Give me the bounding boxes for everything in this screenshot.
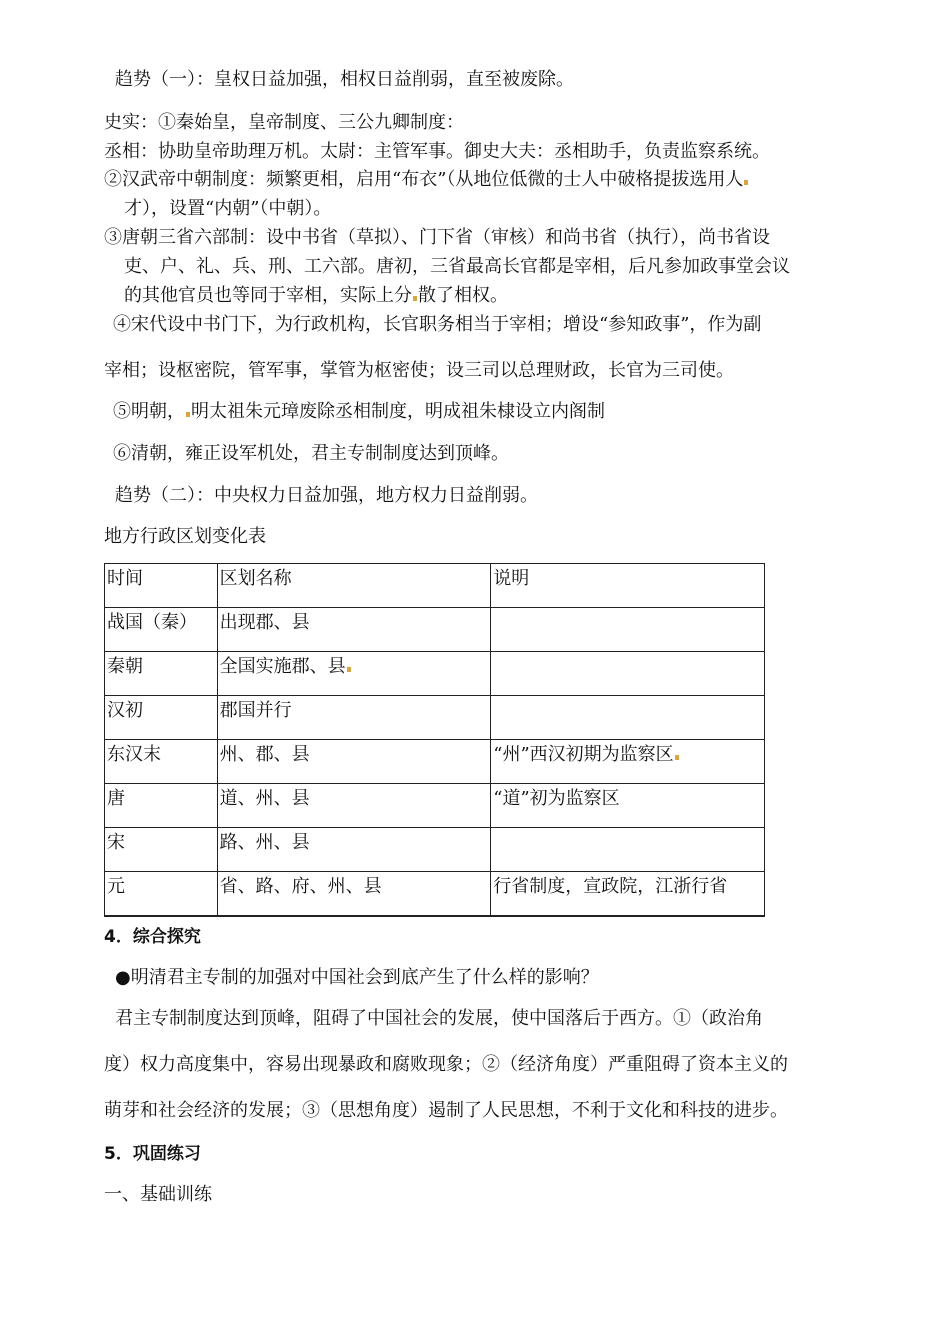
table-cell	[491, 828, 765, 872]
table-header-cell: 时间	[105, 564, 218, 608]
table-header-row	[105, 564, 765, 608]
section-5-title: 5．巩固练习	[104, 1144, 201, 1164]
table-cell: 汉初	[105, 696, 218, 740]
table-header-cell: 区划名称	[217, 564, 491, 608]
han-line-1: ②汉武帝中朝制度：频繁更相，启用“布衣”（从地位低微的士人中破格提拔选用人	[104, 168, 749, 192]
table-cell: 州、郡、县	[217, 740, 491, 784]
table-cell: 宋	[105, 828, 218, 872]
tang-line-2: 吏、户、礼、兵、刑、工六部。唐初，三省最高长官都是宰相，后凡参加政事堂会议	[124, 256, 790, 277]
tang-line-1: ③唐朝三省六部制：设中书省（草拟）、门下省（审核）和尚书省（执行），尚书省设	[104, 227, 770, 248]
ming-line: ⑤明朝， 明太祖朱元璋废除丞相制度，明成祖朱棣设立内阁制	[113, 401, 605, 422]
table-cell: 东汉末	[105, 740, 218, 784]
section-4-question: ●明清君主专制的加强对中国社会到底产生了什么样的影响？	[115, 967, 599, 988]
table-row	[105, 740, 765, 784]
answer-line-3: 萌芽和社会经济的发展；③（思想角度）遏制了人民思想，不利于文化和科技的进步。	[104, 1100, 788, 1121]
song-line-2: 宰相；设枢密院，管军事，掌管为枢密使；设三司以总理财政，长官为三司使。	[104, 360, 734, 381]
table-cell: 唐	[105, 784, 218, 828]
table-cell: 郡国并行	[217, 696, 491, 740]
table-cell: 道、州、县	[217, 784, 491, 828]
edit-mark	[744, 180, 748, 185]
answer-line-1: 君主专制制度达到顶峰，阻碍了中国社会的发展，使中国落后于西方。①（政治角	[115, 1008, 763, 1029]
table-cell: 路、州、县	[217, 828, 491, 872]
edit-mark	[347, 667, 351, 672]
table-title: 地方行政区划变化表	[104, 526, 266, 547]
table-row	[105, 608, 765, 652]
table-cell	[491, 608, 765, 652]
table-row	[105, 828, 765, 872]
table-header-cell: 说明	[491, 564, 765, 608]
song-line-1: ④宋代设中书门下，为行政机构，长官职务相当于宰相；增设“参知政事”，作为副	[113, 314, 762, 335]
table-row	[105, 784, 765, 828]
tang-line-3: 的其他官员也等同于宰相，实际上分 散了相权。	[124, 285, 508, 306]
trend-1: 趋势（一）：皇权日益加强，相权日益削弱，直至被废除。	[115, 69, 574, 90]
table-row	[105, 652, 765, 696]
section-4-title: 4．综合探究	[104, 927, 201, 947]
facts-title: 史实：①秦始皇，皇帝制度、三公九卿制度：	[104, 112, 464, 133]
section-5-sub: 一、基础训练	[104, 1184, 212, 1205]
table-cell	[491, 696, 765, 740]
table-cell: 省、路、府、州、县	[217, 872, 491, 917]
edit-mark	[413, 296, 417, 301]
edit-mark	[675, 755, 679, 760]
table-cell	[491, 652, 765, 696]
qing-line: ⑥清朝，雍正设军机处，君主专制制度达到顶峰。	[113, 443, 509, 464]
trend-2: 趋势（二）：中央权力日益加强，地方权力日益削弱。	[115, 485, 538, 506]
region-table	[104, 563, 765, 917]
answer-line-2: 度）权力高度集中，容易出现暴政和腐败现象；②（经济角度）严重阻碍了资本主义的	[104, 1054, 788, 1075]
edit-mark	[186, 412, 190, 417]
table-row	[105, 696, 765, 740]
table-cell: “道”初为监察区	[491, 784, 765, 828]
table-cell: 秦朝	[105, 652, 218, 696]
table-cell: 出现郡、县	[217, 608, 491, 652]
table-cell: 元	[105, 872, 218, 917]
qin-officials: 丞相：协助皇帝助理万机。太尉：主管军事。御史大夫：丞相助手，负责监察系统。	[104, 141, 770, 162]
table-cell: 行省制度，宣政院，江浙行省	[491, 872, 765, 917]
table-cell: 战国（秦）	[105, 608, 218, 652]
table-cell: “州”西汉初期为监察区	[491, 740, 765, 784]
han-line-2: 才），设置“内朝”（中朝）。	[124, 198, 332, 219]
table-row	[105, 872, 765, 917]
table-cell: 全国实施郡、县	[217, 652, 491, 696]
